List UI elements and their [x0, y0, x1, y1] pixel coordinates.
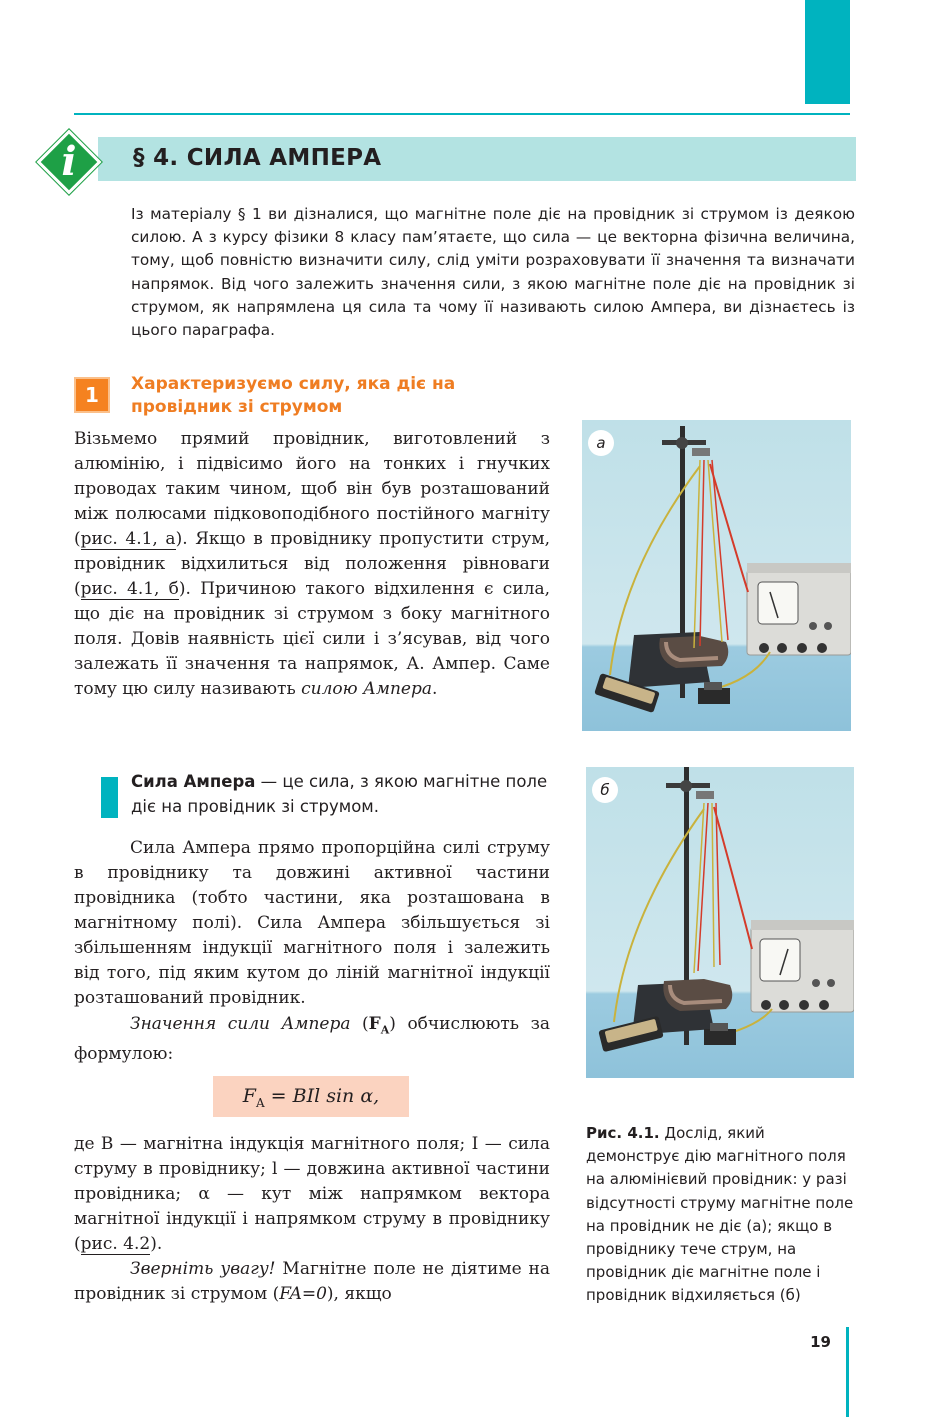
definition-term: Сила Ампера	[131, 772, 256, 791]
page-number: 19	[810, 1333, 831, 1351]
experiment-setup-b-illustration	[586, 767, 854, 1078]
info-letter: i	[61, 138, 77, 185]
definition-box: Сила Ампера — це сила, з якою магнітне поле діє на провідник зі струмом.	[131, 772, 548, 816]
figure-ref-4-1-b[interactable]: рис. 4.1, б	[80, 579, 179, 599]
caption-label: Рис. 4.1.	[586, 1124, 660, 1142]
experiment-setup-a-illustration	[582, 420, 851, 731]
page-corner-tab	[805, 0, 850, 104]
paragraph-experiment: Візьмемо прямий провідник, виготовлений з алюмінію, і підвісимо його на тонких і гнучких проводах таким чином, щоб він був розташований між полюсами підковоподібного постійного магніту (рис. 4.1, а). Якщо в провіднику пропустити струм, провідник відхилиться від положення рівноваги (рис. 4.1, б). Причиною такого відхилення є сила, що діє на провідник зі струмом з боку магнітного поля. Довів наявність цієї сили і з’ясував, від чого залежать її значення та напрямок, А. Ампер. Саме тому цю силу називають силою Ампера.	[74, 429, 550, 699]
figure-ref-4-2[interactable]: рис. 4.2	[80, 1234, 151, 1254]
page-title: § 4. СИЛА АМПЕРА	[133, 145, 382, 171]
term-ampere-force: силою Ампера	[301, 679, 433, 699]
paragraph-proportionality: Сила Ампера прямо пропорційна силі струму в провіднику та довжині активної частини провідника (тобто частини, яка розташована в магнітному полі). Сила Ампера збільшується зі збільшенням індукції магнітного поля і залежить від того, під яким кутом до ліній магнітної індукції розташований провідник.	[74, 838, 550, 1008]
figure-label-b: б	[592, 777, 618, 803]
figure-label-a: а	[588, 430, 614, 456]
section-number-badge: 1	[74, 377, 110, 413]
figure-4-1-a-photo	[582, 420, 851, 731]
intro-paragraph: Із матеріалу § 1 ви дізналися, що магнітне поле діє на провідник зі струмом із деякою силою. А з курсу фізики 8 класу пам’ятаєте, що сила — це векторна фізична величина, тому, щоб повністю визначити силу, слід уміти розраховувати її значення та визначати напрямок. Від чого залежить значення сили, з якою магнітне поле діє на провідник зі струмом, як напрямлена ця сила та чому її називають силою Ампера, ви дізнаєтесь із цього параграфа.	[131, 205, 855, 340]
paragraph-attention: Зверніть увагу! Магнітне поле не діятиме на провідник зі струмом (FA=0), якщо	[74, 1259, 550, 1304]
section-title: Характеризуємо силу, яка діє на провідник зі струмом	[131, 374, 456, 417]
figure-caption: Рис. 4.1. Дослід, який демонструє дію магнітного поля на алюмінієвий провідник: у разі відсутності струму магнітне поле на провідник не діє (а); якщо в провіднику тече струм, на провідник діє магнітне поле і провідник відхиляється (б)	[586, 1124, 854, 1305]
paragraph-variables: де B — магнітна індукція магнітного поля; I — сила струму в провіднику; l — довжина активної частини провідника; α — кут між напрямком вектора магнітної індукції і напрямком струму в провіднику (рис. 4.2).	[74, 1134, 550, 1254]
paragraph-formula-intro: Значення сили Ампера $(F_A)$ обчислюють за формулою:	[74, 1014, 550, 1065]
definition-marker	[101, 777, 118, 818]
page-side-rule	[846, 1327, 849, 1417]
figure-ref-4-1-a[interactable]: рис. 4.1, а	[80, 529, 176, 549]
formula-ampere-force: $F_A$ = BIl sin α,	[213, 1076, 409, 1117]
figure-4-1-b-photo	[586, 767, 854, 1078]
header-rule	[74, 113, 850, 115]
